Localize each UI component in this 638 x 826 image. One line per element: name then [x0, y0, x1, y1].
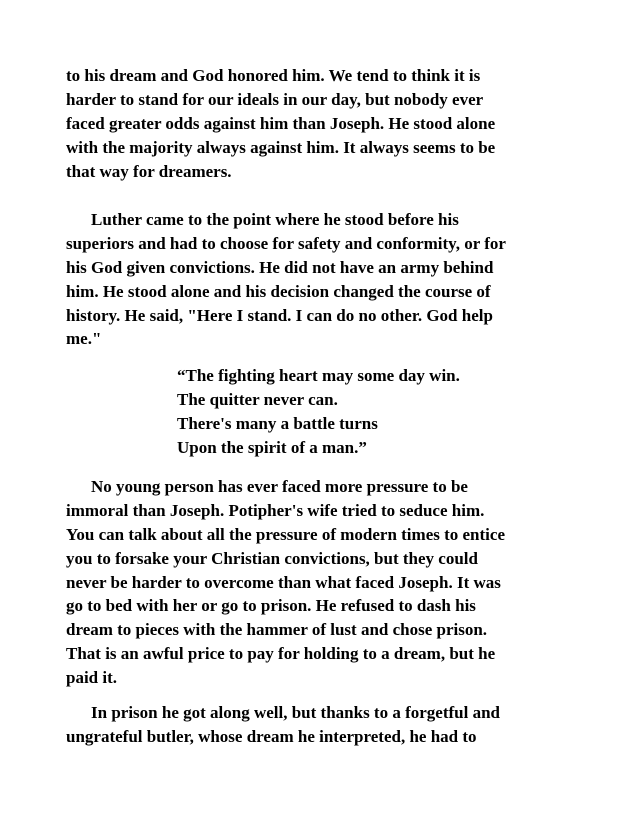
text-line: superiors and had to choose for safety and conformity, or for — [66, 233, 506, 253]
text-line: You can talk about all the pressure of modern times to entice — [66, 524, 505, 544]
text-line: his God given convictions. He did not have an army behind — [66, 257, 494, 277]
poem-line: Upon the spirit of a man.” — [177, 437, 367, 457]
text-line: never be harder to overcome than what faced Joseph. It was — [66, 572, 501, 592]
poem-quote — [177, 364, 577, 460]
text-line: go to bed with her or go to prison. He refused to dash his — [66, 596, 476, 616]
text-line: dream to pieces with the hammer of lust and chose prison. — [66, 620, 488, 640]
text-line: to his dream and God honored him. We tend to think it is — [66, 66, 481, 85]
text-line: you to forsake your Christian convictions, but they could — [66, 548, 478, 568]
poem-line: “The fighting heart may some day win. — [177, 366, 460, 385]
text-line: paid it. — [66, 668, 118, 688]
paragraph-luther — [66, 208, 586, 351]
paragraph-prison — [66, 701, 586, 749]
text-line: me." — [66, 329, 102, 349]
poem-line: There's many a battle turns — [177, 413, 378, 433]
paragraph-joseph-dream — [66, 64, 586, 183]
text-line: No young person has ever faced more pressure to be — [91, 477, 468, 496]
poem-line: The quitter never can. — [177, 389, 338, 409]
text-line: history. He said, "Here I stand. I can do no other. God help — [66, 305, 493, 325]
text-line: that way for dreamers. — [66, 161, 232, 181]
text-line: faced greater odds against him than Joseph. He stood alone — [66, 113, 496, 133]
text-line: him. He stood alone and his decision changed the course of — [66, 281, 491, 301]
text-line: In prison he got along well, but thanks to a forgetful and — [91, 703, 501, 722]
text-line: immoral than Joseph. Potipher's wife tried to seduce him. — [66, 500, 485, 520]
text-line: harder to stand for our ideals in our day, but nobody ever — [66, 89, 484, 109]
paragraph-potipher — [66, 475, 586, 690]
text-line: Luther came to the point where he stood before his — [91, 210, 459, 229]
text-line: ungrateful butler, whose dream he interpreted, he had to — [66, 726, 477, 746]
text-line: That is an awful price to pay for holding to a dream, but he — [66, 644, 496, 664]
text-line: with the majority always against him. It always seems to be — [66, 137, 496, 157]
